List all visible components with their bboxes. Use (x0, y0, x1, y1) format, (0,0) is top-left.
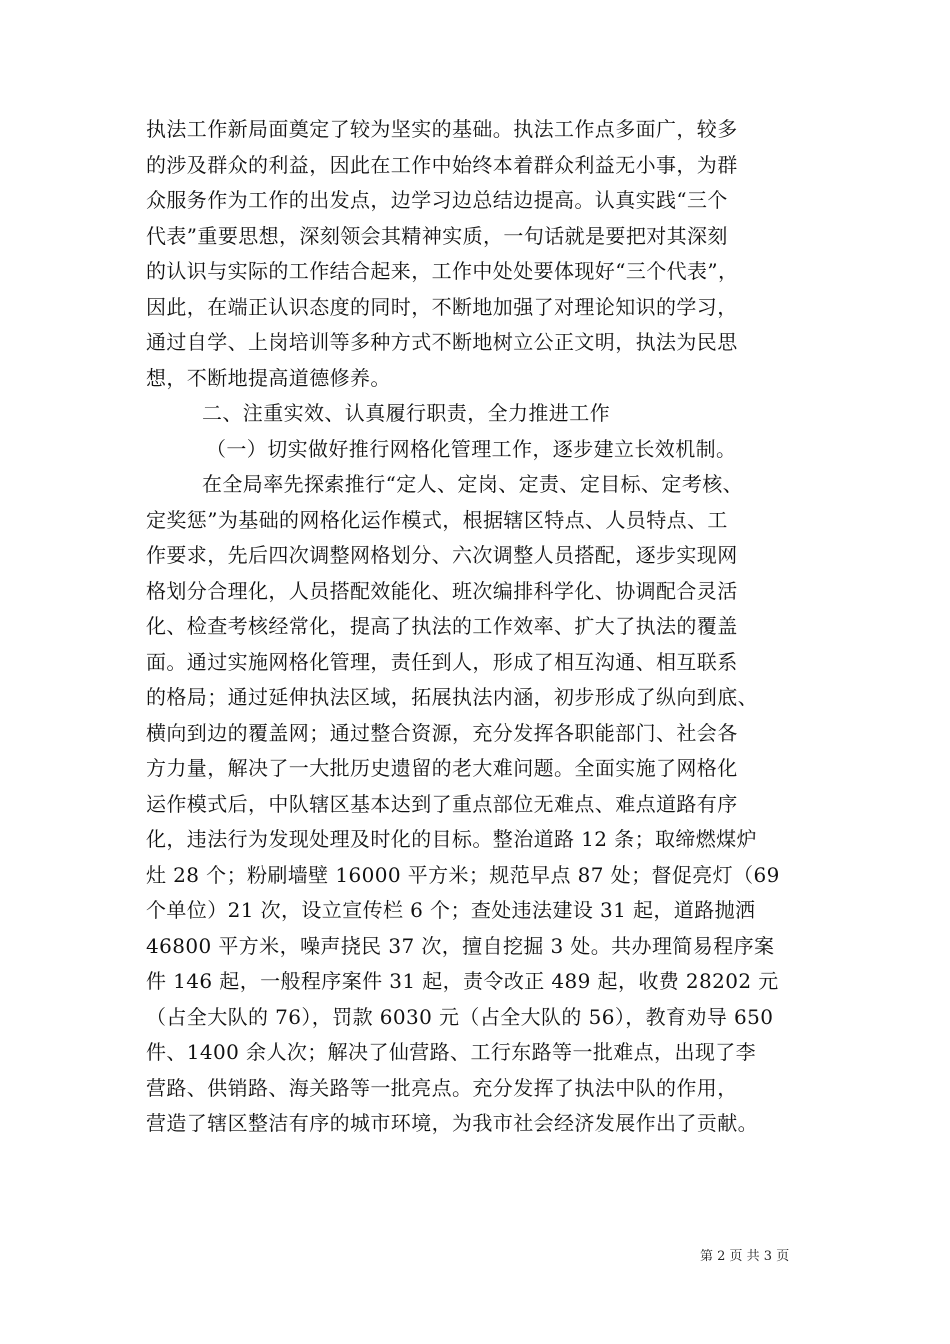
text-line: 通过自学、上岗培训等多种方式不断地树立公正文明，执法为民思 (146, 330, 738, 354)
paragraph-start-line: 在全局率先探索推行“定人、定岗、定责、定目标、定考核、 (202, 472, 744, 496)
text-line: 横向到边的覆盖网；通过整合资源，充分发挥各职能部门、社会各 (146, 720, 738, 745)
subsection-heading: （一）切实做好推行网格化管理工作，逐步建立长效机制。 (206, 436, 737, 461)
page-number-footer: 第 2 页 共 3 页 (700, 1249, 790, 1264)
text-line: 因此，在端正认识态度的同时，不断地加强了对理论知识的学习， (146, 294, 738, 319)
text-line: 件 146 起，一般程序案件 31 起，责令改正 489 起，收费 28202 元 (146, 969, 779, 993)
text-line: 化，违法行为发现处理及时化的目标。整治道路 12 条；取缔燃煤炉 (146, 827, 757, 851)
text-line: 灶 28 个；粉刷墙壁 16000 平方米；规范早点 87 处；督促亮灯（69 (146, 862, 780, 887)
text-line: 化、检查考核经常化，提高了执法的工作效率、扩大了执法的覆盖 (146, 614, 738, 638)
section-heading: 二、注重实效、认真履行职责，全力推进工作 (202, 401, 610, 425)
body-text (146, 112, 826, 1142)
text-line: 代表”重要思想，深刻领会其精神实质，一句话就是要把对其深刻 (146, 223, 728, 248)
text-line: 作要求，先后四次调整网格划分、六次调整人员搭配，逐步实现网 (146, 543, 738, 567)
text-line: 执法工作新局面奠定了较为坚实的基础。执法工作点多面广，较多 (146, 117, 738, 141)
text-line: 个单位）21 次，设立宣传栏 6 个；查处违法建设 31 起，道路抛洒 (146, 898, 756, 922)
text-line: 运作模式后，中队辖区基本达到了重点部位无难点、难点道路有序 (146, 791, 738, 816)
text-line: 面。通过实施网格化管理，责任到人，形成了相互沟通、相互联系 (146, 649, 738, 674)
text-line: （占全大队的 76），罚款 6030 元（占全大队的 56），教育劝导 650 (146, 1004, 774, 1029)
text-line: 方力量，解决了一大批历史遗留的老大难问题。全面实施了网格化 (146, 756, 738, 780)
text-line: 的格局；通过延伸执法区域，拓展执法内涵，初步形成了纵向到底、 (146, 685, 758, 709)
text-line: 众服务作为工作的出发点，边学习边总结边提高。认真实践“三个 (146, 188, 728, 212)
text-line: 营造了辖区整洁有序的城市环境，为我市社会经济发展作出了贡献。 (146, 1111, 758, 1135)
text-line: 定奖惩”为基础的网格化运作模式，根据辖区特点、人员特点、工 (146, 507, 728, 532)
text-line: 46800 平方米，噪声挠民 37 次，擅自挖掘 3 处。共办理简易程序案 (146, 933, 775, 958)
text-line: 的涉及群众的利益，因此在工作中始终本着群众利益无小事，为群 (146, 152, 738, 177)
text-line: 想，不断地提高道德修养。 (146, 365, 391, 390)
text-line: 的认识与实际的工作结合起来，工作中处处要体现好“三个代表”， (146, 259, 739, 283)
text-line: 件、1400 余人次；解决了仙营路、工行东路等一批难点，出现了李 (146, 1040, 757, 1064)
text-line: 格划分合理化，人员搭配效能化、班次编排科学化、协调配合灵活 (146, 578, 738, 603)
text-line: 营路、供销路、海关路等一批亮点。充分发挥了执法中队的作用， (146, 1075, 738, 1100)
